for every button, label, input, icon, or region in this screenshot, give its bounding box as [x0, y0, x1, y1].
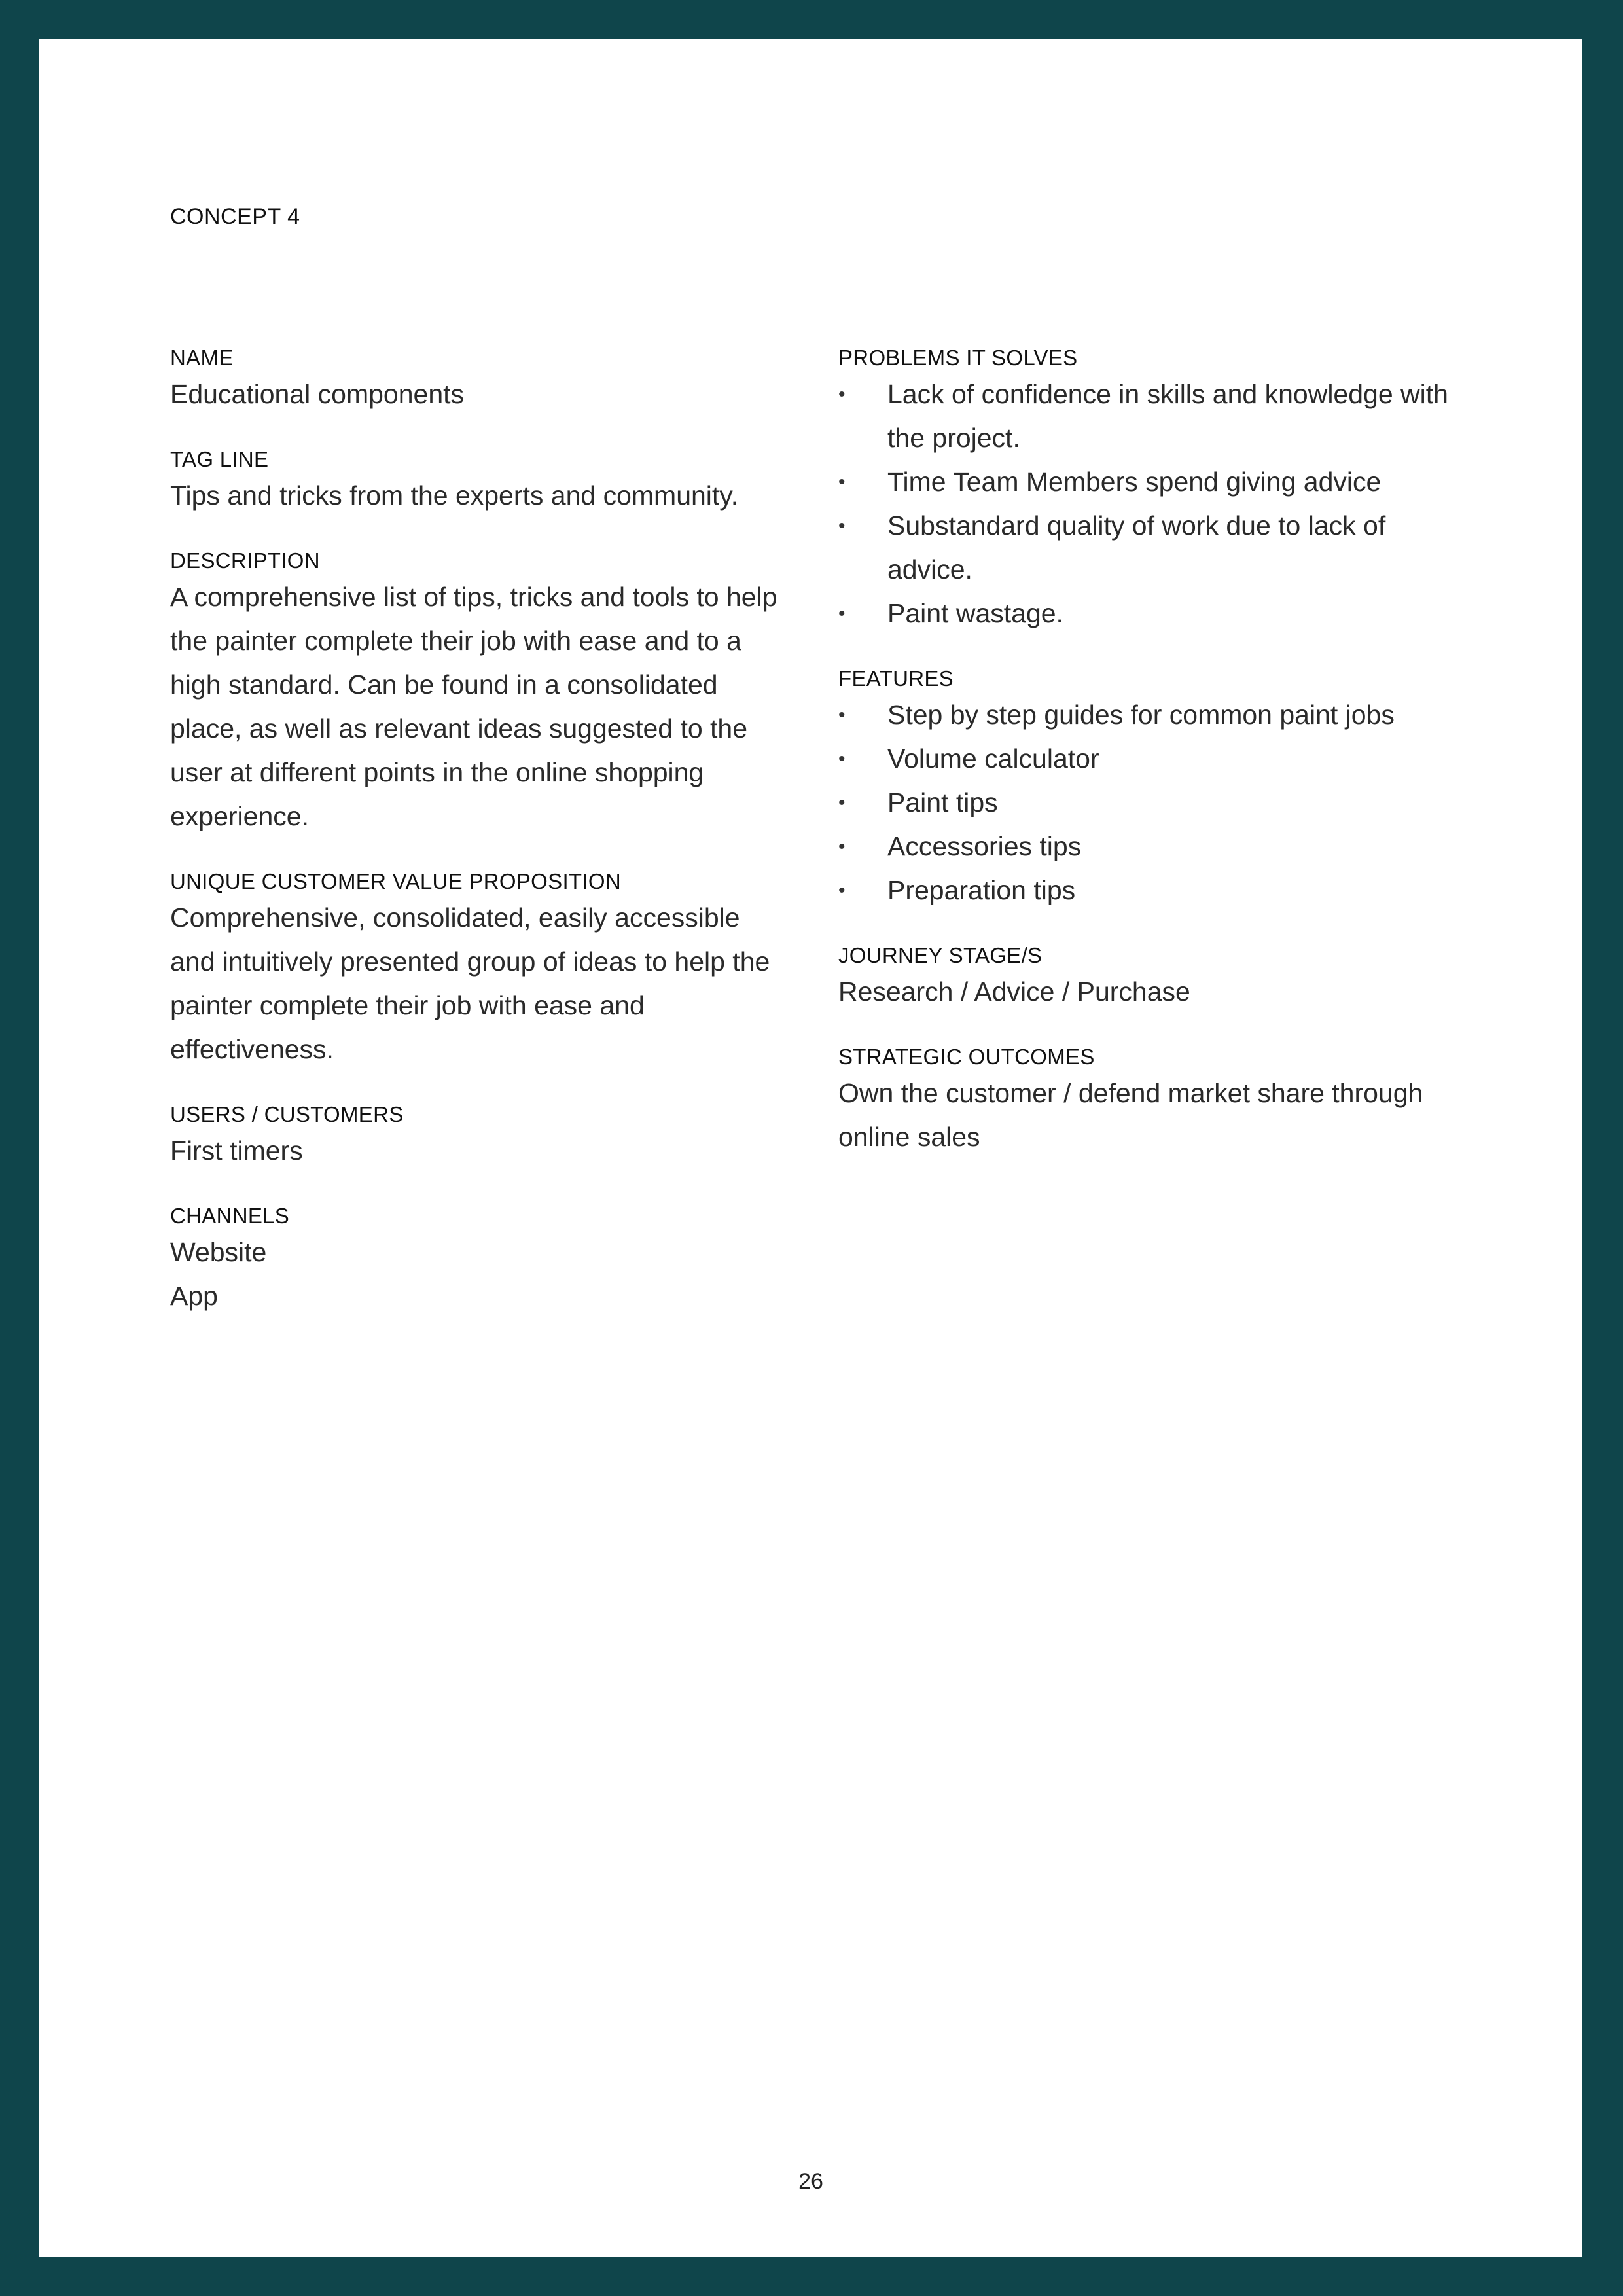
description-value: A comprehensive list of tips, tricks and tools to help the painter complete their job with ease and to a high standard. Can be found in a consolidated place, as well as relevant ideas suggested to the user at different points in the online shopping experience.	[170, 582, 777, 831]
feature-text: Preparation tips	[887, 875, 1076, 905]
list-item	[838, 781, 1467, 825]
problem-text: Substandard quality of work due to lack of advice.	[887, 511, 1386, 584]
left-column	[170, 344, 792, 1347]
bullet-icon: •	[838, 836, 846, 857]
tagline-value: Tips and tricks from the experts and community.	[170, 480, 739, 511]
journey-section	[838, 941, 1467, 1014]
feature-text: Paint tips	[887, 787, 998, 817]
page	[39, 39, 1582, 2257]
problem-text: Paint wastage.	[887, 598, 1063, 628]
channels-label: CHANNELS	[170, 1204, 290, 1228]
list-item	[838, 869, 1467, 912]
users-label: USERS / CUSTOMERS	[170, 1102, 404, 1126]
problems-list	[838, 372, 1467, 636]
list-item	[838, 592, 1467, 636]
list-item	[838, 737, 1467, 781]
name-value: Educational components	[170, 379, 465, 409]
list-item	[838, 504, 1467, 592]
bullet-icon: •	[838, 603, 846, 624]
feature-text: Volume calculator	[887, 744, 1099, 774]
concept-title: CONCEPT 4	[170, 204, 300, 229]
list-item	[838, 693, 1467, 737]
tagline-section	[170, 445, 792, 518]
tagline-label: TAG LINE	[170, 447, 269, 471]
description-label: DESCRIPTION	[170, 548, 320, 573]
journey-label: JOURNEY STAGE/S	[838, 943, 1043, 967]
features-list	[838, 693, 1467, 912]
channels-section	[170, 1202, 792, 1318]
description-section	[170, 547, 792, 838]
outcomes-value: Own the customer / defend market share through online sales	[838, 1078, 1423, 1152]
channel-item: App	[170, 1281, 218, 1311]
bullet-icon: •	[838, 792, 846, 814]
name-label: NAME	[170, 346, 234, 370]
list-item	[838, 372, 1467, 460]
bullet-icon: •	[838, 471, 846, 493]
feature-text: Step by step guides for common paint jobs	[887, 700, 1395, 730]
name-section	[170, 344, 792, 416]
channel-item: Website	[170, 1237, 267, 1267]
outcomes-section	[838, 1043, 1467, 1159]
ucvp-value: Comprehensive, consolidated, easily accessible and intuitively presented group of ideas to help the painter complete their job with ease and effectiveness.	[170, 903, 770, 1064]
list-item	[838, 825, 1467, 869]
bullet-icon: •	[838, 704, 846, 726]
problem-text: Time Team Members spend giving advice	[887, 467, 1382, 497]
features-label: FEATURES	[838, 666, 954, 691]
ucvp-label: UNIQUE CUSTOMER VALUE PROPOSITION	[170, 869, 621, 893]
users-value: First timers	[170, 1136, 303, 1166]
outcomes-label: STRATEGIC OUTCOMES	[838, 1045, 1095, 1069]
right-column	[838, 344, 1467, 1188]
problem-text: Lack of confidence in skills and knowledge with the project.	[887, 379, 1448, 453]
journey-value: Research / Advice / Purchase	[838, 977, 1190, 1007]
list-item	[838, 460, 1467, 504]
features-section	[838, 664, 1467, 912]
bullet-icon: •	[838, 384, 846, 405]
feature-text: Accessories tips	[887, 831, 1082, 861]
ucvp-section	[170, 867, 792, 1071]
bullet-icon: •	[838, 880, 846, 901]
bullet-icon: •	[838, 515, 846, 537]
page-number: 26	[798, 2169, 823, 2194]
problems-section	[838, 344, 1467, 636]
bullet-icon: •	[838, 748, 846, 770]
users-section	[170, 1100, 792, 1173]
problems-label: PROBLEMS IT SOLVES	[838, 346, 1078, 370]
